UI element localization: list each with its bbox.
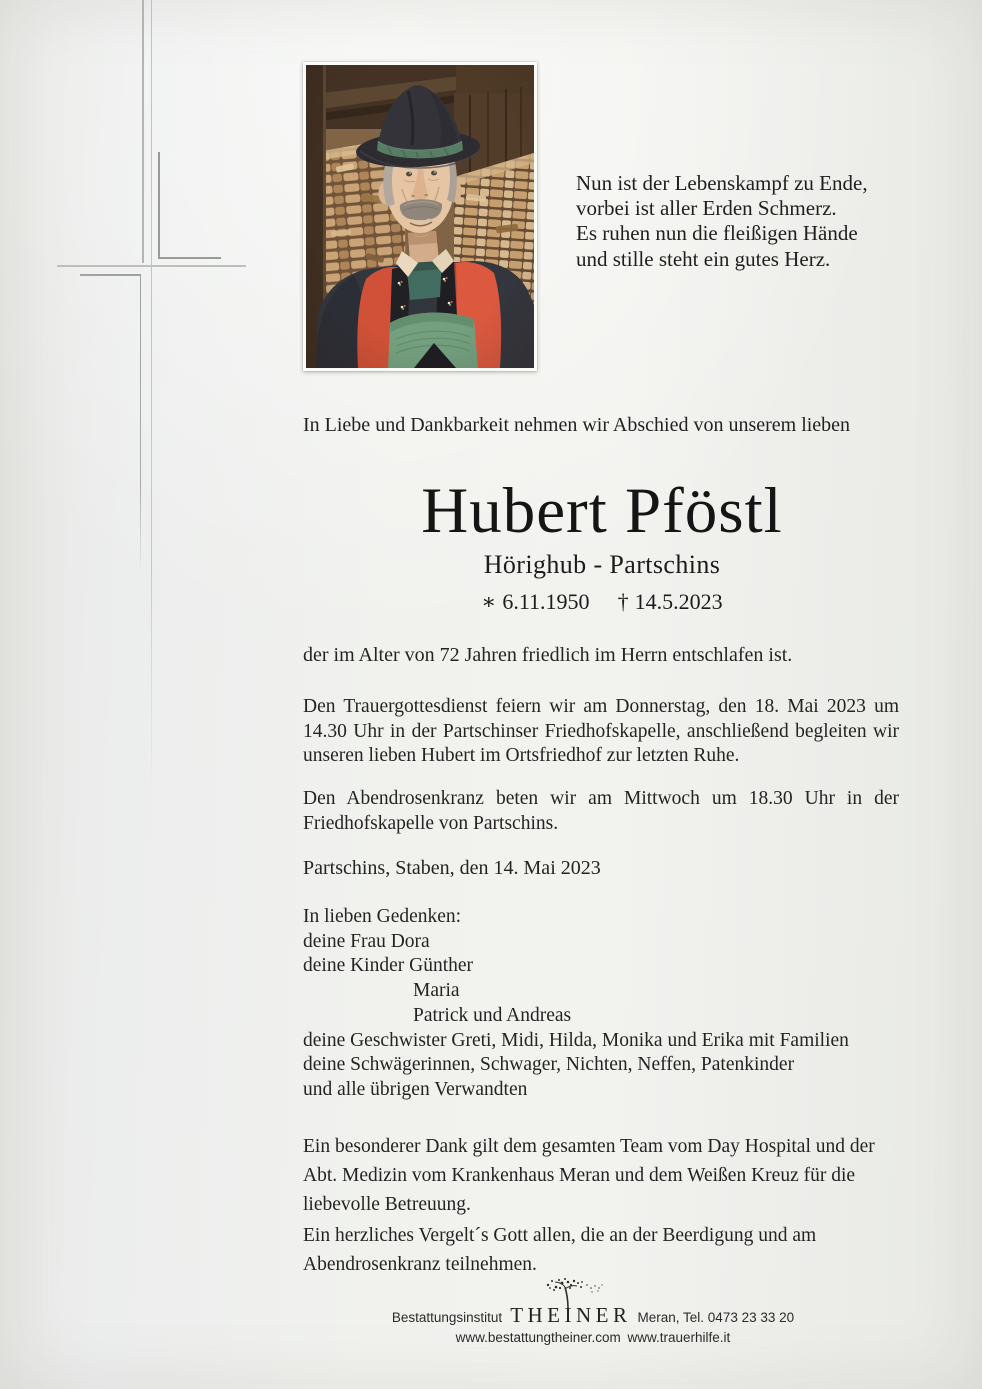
cross-shadow-vertical-bottom	[140, 274, 142, 574]
deceased-name: Hubert Pföstl	[421, 475, 783, 547]
death-date: 14.5.2023	[634, 589, 723, 614]
mourners-heading: In lieben Gedenken:	[303, 906, 462, 927]
place-dateline: Partschins, Staben, den 14. Mai 2023	[303, 857, 601, 879]
cross-shadow-vertical-top	[158, 152, 160, 258]
service-line: unseren lieben Hubert im Ortsfriedhof zur letzten Ruhe.	[303, 745, 740, 767]
mourner-line: deine Geschwister Greti, Midi, Hilda, Monika und Erika mit Familien	[303, 1029, 849, 1051]
rosary-paragraph	[303, 787, 899, 836]
birth-date: 6.11.1950	[502, 589, 590, 614]
gratitude-paragraph	[303, 1221, 903, 1279]
mourner-line: Maria	[413, 980, 460, 1002]
gratitude-line: Abendrosenkranz teilnehmen.	[303, 1254, 537, 1275]
cross-horizontal-line	[57, 265, 246, 267]
verse-line: vorbei ist aller Erden Schmerz.	[576, 196, 837, 221]
mourner-line: deine Frau Dora	[303, 930, 430, 952]
funeral-home-line	[295, 1303, 891, 1328]
thanks-paragraph	[303, 1132, 903, 1219]
memorial-verse	[576, 171, 916, 272]
cross-vertical-line-left	[142, 0, 144, 263]
mourner-line: und alle übrigen Verwandten	[303, 1078, 528, 1100]
thanks-line: liebevolle Betreuung.	[303, 1194, 471, 1215]
mourner-line: deine Schwägerinnen, Schwager, Nichten, Neffen, Patenkinder	[303, 1054, 795, 1076]
death-cross-icon: †	[617, 589, 629, 614]
institute-name: THEINER	[510, 1303, 632, 1327]
cross-shadow-horizontal-right	[158, 257, 221, 259]
rosary-line: Den Abendrosenkranz beten wir am Mittwoch um 18.30 Uhr in der	[303, 788, 899, 809]
service-line: 14.30 Uhr in der Partschinser Friedhofskapelle, anschließend begleiten wir	[303, 720, 899, 742]
service-paragraph	[303, 695, 899, 769]
age-line: der im Alter von 72 Jahren friedlich im Herrn entschlafen ist.	[303, 644, 793, 666]
service-line: Den Trauergottesdienst feiern wir am Donnerstag, den 18. Mai 2023 um	[303, 696, 899, 717]
portrait-photo	[303, 62, 537, 371]
mourner-line: deine Kinder Günther	[303, 955, 474, 977]
farewell-intro: In Liebe und Dankbarkeit nehmen wir Abschied von unserem lieben	[303, 414, 851, 436]
deceased-origin: Hörighub - Partschins	[483, 550, 721, 579]
portrait-photo-illustration	[306, 65, 534, 368]
institute-contact: Meran, Tel. 0473 23 33 20	[637, 1310, 795, 1325]
verse-line: Nun ist der Lebenskampf zu Ende,	[576, 171, 868, 195]
rosary-line: Friedhofskapelle von Partschins.	[303, 812, 559, 834]
institute-label: Bestattungsinstitut	[391, 1310, 503, 1325]
mourners-list	[303, 905, 849, 1103]
funeral-home-websites: www.bestattungtheiner.com www.trauerhilfe.it	[455, 1330, 731, 1345]
mourner-line: Patrick und Andreas	[413, 1004, 572, 1026]
cross-shadow-horizontal-left	[80, 274, 141, 276]
verse-line: Es ruhen nun die fleißigen Hände	[576, 221, 858, 246]
life-dates	[303, 589, 901, 615]
verse-line: und stille steht ein gutes Herz.	[576, 246, 831, 271]
birth-star-icon: ∗	[481, 589, 497, 614]
thanks-line: Ein besonderer Dank gilt dem gesamten Team vom Day Hospital und der	[303, 1136, 875, 1157]
thanks-line: Abt. Medizin vom Krankenhaus Meran und dem Weißen Kreuz für die	[303, 1165, 856, 1186]
cross-vertical-line-main	[151, 0, 152, 790]
gratitude-line: Ein herzliches Vergelt´s Gott allen, die an der Beerdigung und am	[303, 1225, 817, 1246]
